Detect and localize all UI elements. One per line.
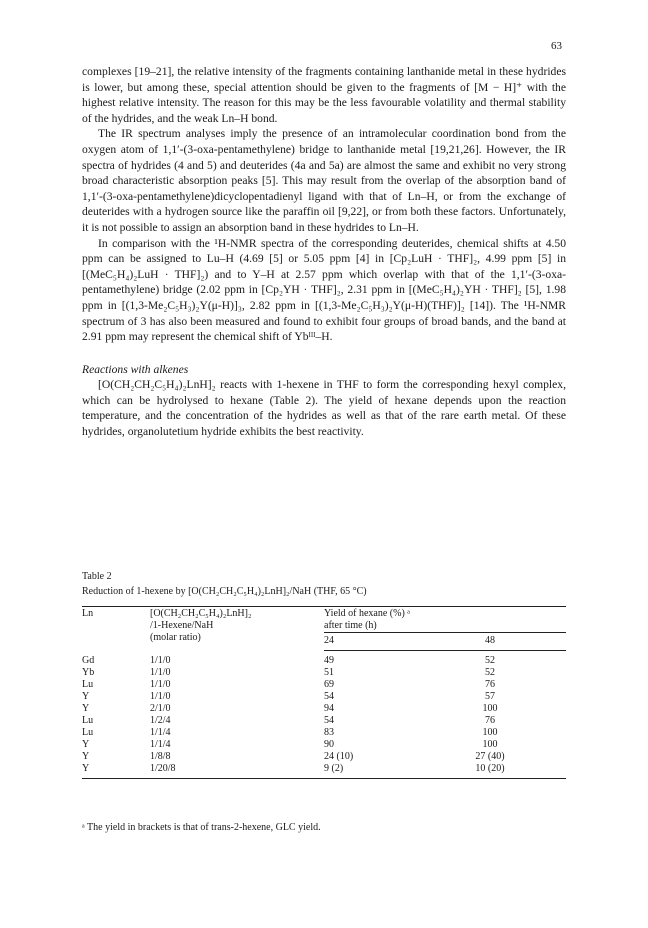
cell-ln: Gd <box>82 654 95 666</box>
paragraph: complexes [19–21], the relative intensity of the fragments containing lanthanide metal in these hydrides is lower, but among these, special attention should be given to the fragments of [M − H]⁺ with the highest relative intensity. The reason for this may be the less favourable volatility and thermal stability of the hydrides, and the weak Ln–H bond. <box>82 65 566 125</box>
header-24h: 24 <box>324 633 414 651</box>
cell-ratio: 2/1/0 <box>150 703 171 714</box>
table-row <box>82 751 566 763</box>
paragraph: The IR spectrum analyses imply the presence of an intramolecular coordination bond from the oxygen atom of 1,1′-(3-oxa-pentamethylene) bridge to lanthanide metal [19,21,26]. However, the IR spectra of hydrides (4 and 5) and deuterides (4a and 5a) are almost the same and exhibit no very strong broad characteristic absorption peaks [5]. This may result from the overlap of the absorption band of 1,1′-(3-oxa-pentamethylene)dicyclopentadienyl ligand with that of Ln–H, or from the exchange of deuterides with a hydrogen source like the paraffin oil [9,22], or from both these factors. Unfortunately, it is not possible to assign an absorption band in these hydrides to Ln–H. <box>82 127 566 234</box>
cell-ratio: 1/1/0 <box>150 654 171 666</box>
cell-yield-48: 10 (20) <box>414 763 566 779</box>
cell-yield-24: 9 (2) <box>324 763 414 779</box>
paragraph: [O(CH₂CH₂C₅H₄)₂LnH]₂ reacts with 1-hexene in THF to form the corresponding hexyl complex, which can be hydrolysed to hexane (Table 2). The yield of hexane depends upon the reaction temperature, and the concentration of the hydrides as well as that of the rare earth metal. Of these hydrides, organolutetium hydride exhibits the best reactivity. <box>82 378 566 439</box>
cell-ratio: 1/1/0 <box>150 667 171 678</box>
cell-ratio: 1/1/4 <box>150 739 171 750</box>
header-ratio-line: (molar ratio) <box>150 632 201 643</box>
table-label: Table 2 <box>82 571 112 582</box>
cell-yield-48: 27 (40) <box>475 751 505 762</box>
cell-yield-48: 52 <box>485 667 495 678</box>
cell-yield-24: 83 <box>324 727 334 738</box>
cell-ln: Yb <box>82 667 95 678</box>
cell-ln: Y <box>82 739 90 750</box>
table-row <box>82 667 566 679</box>
table-row <box>82 651 566 668</box>
cell-yield-24: 69 <box>324 679 334 690</box>
cell-yield-24: 24 (10) <box>324 751 354 762</box>
table-row <box>82 679 566 691</box>
table-row <box>82 727 566 739</box>
header-yield-line: Yield of hexane (%) ᵃ <box>324 608 411 619</box>
table-row <box>82 715 566 727</box>
header-ln: Ln <box>82 607 150 651</box>
cell-ln: Y <box>82 691 90 702</box>
cell-ratio: 1/1/0 <box>150 691 171 702</box>
cell-yield-24: 94 <box>324 703 334 714</box>
cell-yield-48: 52 <box>485 655 495 666</box>
cell-yield-24: 54 <box>324 715 334 726</box>
paragraph: In comparison with the ¹H-NMR spectra of the corresponding deuterides, chemical shifts at 4.50 ppm can be assigned to Lu–H (4.69 [5] or 5.05 ppm [4] in [Cp₂LuH · THF]₂, 4.99 ppm [5] in [(MeC₅H₄)₂LuH · THF]₂) and to Y–H at 2.57 ppm which overlap with that of the 1,1′-(3-oxa-pentamethylene) bridge (2.02 ppm in [Cp₂YH · THF]₂, 2.31 ppm in [(MeC₅H₄)₂YH · THF]₂ [5], 1.98 ppm in [(1,3-Me₂C₅H₃)₂Y(μ-H)]₃, 2.82 ppm in [(1,3-Me₂C₅H₃)₂Y(μ-H)(THF)]₂ [14]). The ¹H-NMR spectrum of 3 has also been measured and found to exhibit four groups of broad bands, and the band at 2.91 ppm may represent the chemical shift of Ybᴵᴵᴵ–H. <box>82 236 566 344</box>
table-caption-block <box>82 569 566 599</box>
header-yield-line: after time (h) <box>324 620 377 631</box>
data-table <box>82 606 566 779</box>
cell-ln: Lu <box>82 679 94 690</box>
cell-yield-48: 76 <box>485 715 495 726</box>
page-number: 63 <box>551 40 562 52</box>
cell-yield-24: 90 <box>324 739 334 750</box>
cell-yield-48: 100 <box>482 727 498 738</box>
article-body <box>82 64 566 440</box>
cell-yield-24: 51 <box>324 667 334 678</box>
table-row <box>82 739 566 751</box>
cell-yield-24: 54 <box>324 691 334 702</box>
header-molar-ratio <box>150 607 324 651</box>
cell-ratio: 1/1/0 <box>150 679 171 690</box>
cell-ratio: 1/20/8 <box>150 763 324 779</box>
cell-yield-48: 100 <box>482 739 498 750</box>
header-48h: 48 <box>414 633 566 651</box>
table-row <box>82 691 566 703</box>
cell-ratio: 1/8/8 <box>150 751 171 762</box>
cell-ln: Y <box>82 763 150 779</box>
cell-ratio: 1/2/4 <box>150 715 171 726</box>
cell-yield-48: 57 <box>485 691 495 702</box>
header-yield <box>324 607 566 633</box>
table-caption: Reduction of 1-hexene by [O(CH₂CH₂C₅H₄)₂LnH]₂/NaH (THF, 65 °C) <box>82 586 367 597</box>
header-ratio-line: /1-Hexene/NaH <box>150 620 214 631</box>
cell-yield-48: 76 <box>485 679 495 690</box>
cell-yield-48: 100 <box>482 703 498 714</box>
cell-ln: Y <box>82 703 90 714</box>
cell-yield-24: 49 <box>324 655 334 666</box>
table-footnote: ᵃ The yield in brackets is that of trans-2-hexene, GLC yield. <box>82 822 321 833</box>
table-row <box>82 763 566 779</box>
header-ratio-line: [O(CH₂CH₂C₅H₄)₂LnH]₂ <box>150 608 252 619</box>
cell-ln: Lu <box>82 727 94 738</box>
cell-ln: Lu <box>82 715 94 726</box>
table-row <box>82 703 566 715</box>
cell-ratio: 1/1/4 <box>150 727 171 738</box>
section-heading: Reactions with alkenes <box>82 362 189 376</box>
cell-ln: Y <box>82 751 90 762</box>
